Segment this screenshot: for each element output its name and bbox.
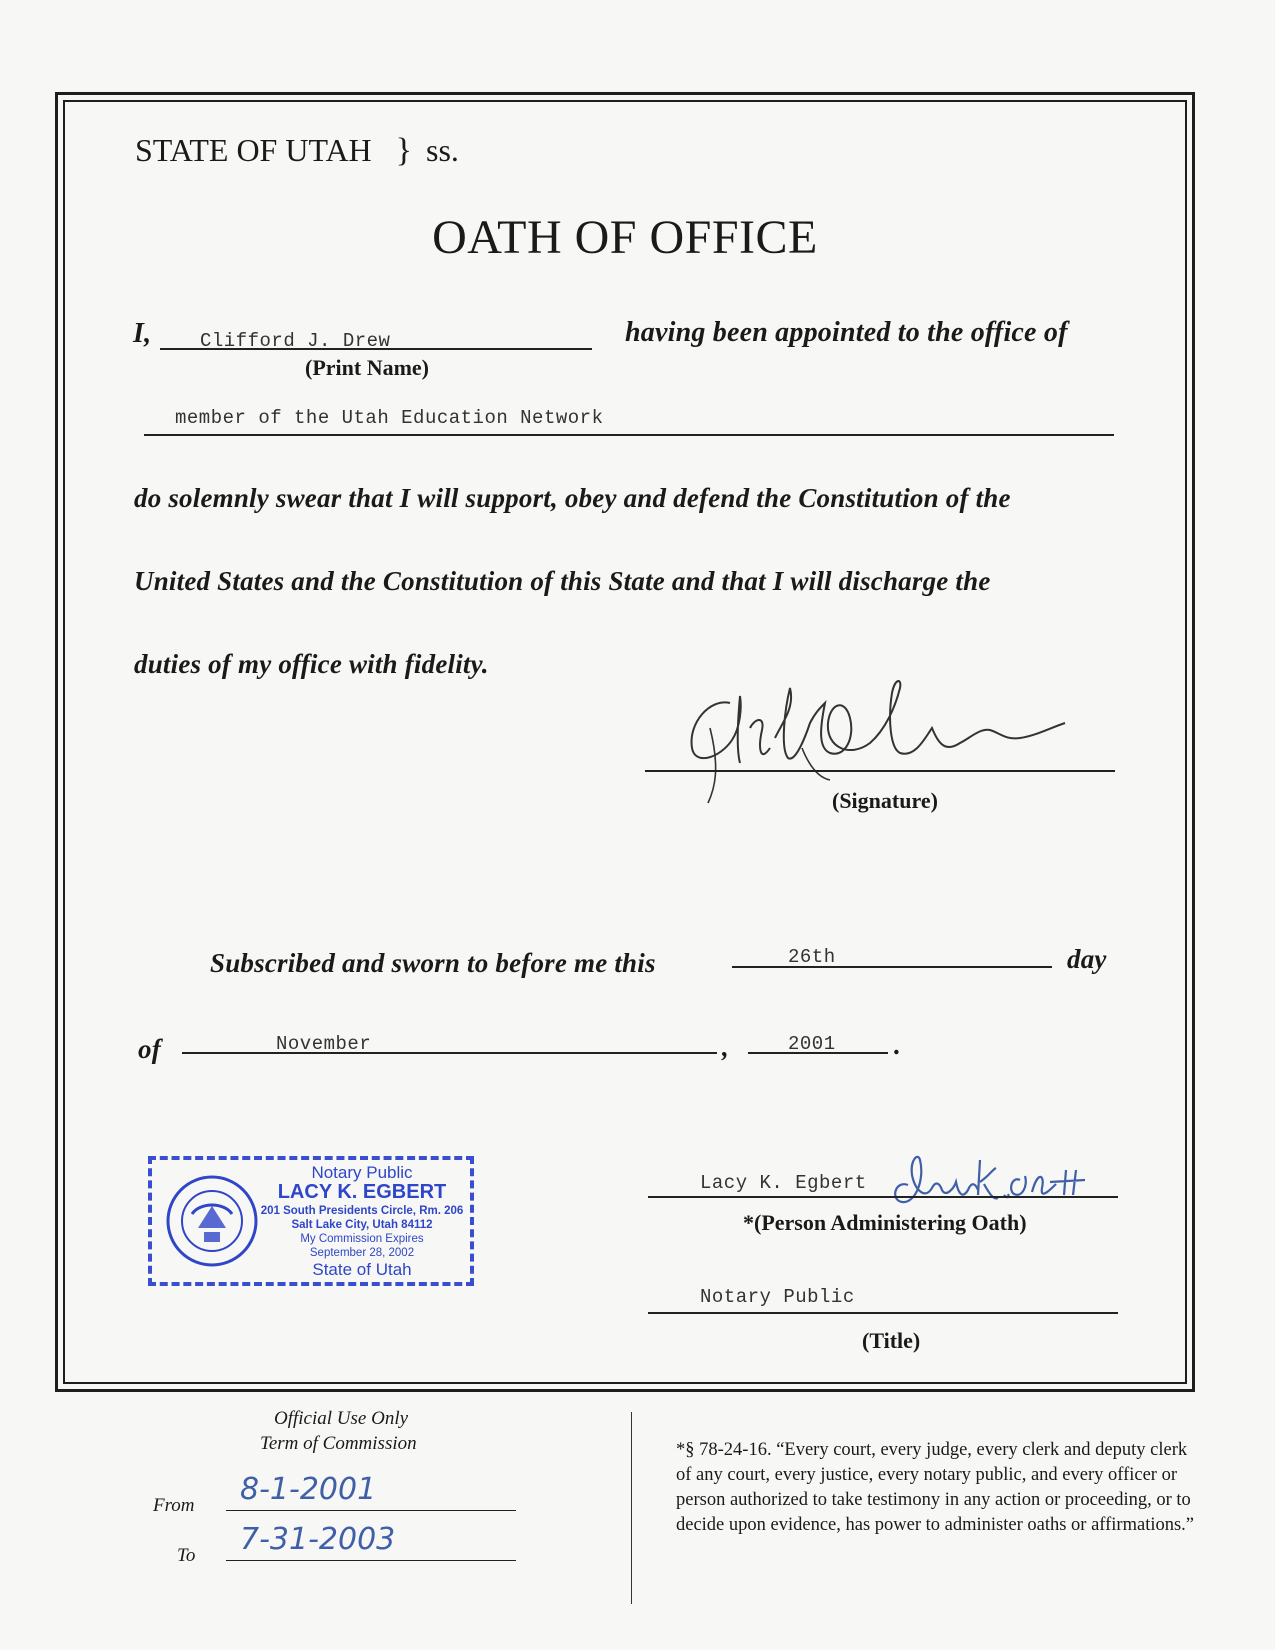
year-period: . (894, 1030, 901, 1060)
year-line (748, 1052, 888, 1054)
stamp-line-2: LACY K. EGBERT (277, 1181, 447, 1203)
day-line (732, 966, 1052, 968)
from-date-value: 8-1-2001 (240, 1472, 377, 1507)
notary-stamp (148, 1156, 474, 1286)
stamp-line-1: Notary Public (311, 1163, 413, 1182)
signature-line (645, 770, 1115, 772)
day-word: day (1067, 944, 1107, 974)
document-title: OATH OF OFFICE (432, 211, 818, 264)
to-label: To (177, 1545, 196, 1566)
administrator-signature (880, 1140, 1090, 1212)
print-name-value: Clifford J. Drew (200, 330, 391, 352)
statute-text: *§ 78-24-16. “Every court, every judge, every clerk and deputy clerk of any court, every justice, every notary public, and every officer or person authorized to take testimony in any action or proceeding, or to decide upon evidence, has power to administer oaths or affirmations.” (676, 1440, 1195, 1535)
to-line (226, 1560, 516, 1561)
administrator-line (648, 1196, 1118, 1198)
ss-label: ss. (425, 132, 459, 168)
oath-taker-signature (670, 668, 1090, 808)
oath-text-line-2: United States and the Constitution of this State and that I will discharge the (134, 566, 991, 596)
oath-text-line-3: duties of my office with fidelity. (134, 649, 489, 679)
title-line (648, 1312, 1118, 1314)
official-use-heading: Official Use Only (274, 1408, 409, 1429)
stamp-line-6: September 28, 2002 (309, 1247, 415, 1259)
office-line (144, 434, 1114, 436)
of-word: of (138, 1034, 161, 1064)
pronoun-i: I, (133, 318, 152, 349)
stamp-line-4: Salt Lake City, Utah 84112 (291, 1219, 433, 1231)
year-value: 2001 (788, 1033, 836, 1055)
stamp-line-3: 201 South Presidents Circle, Rm. 206 (260, 1205, 464, 1217)
term-heading: Term of Commission (260, 1433, 417, 1454)
sworn-prefix: Subscribed and sworn to before me this (210, 948, 656, 978)
print-name-line (160, 348, 592, 350)
venue-header (135, 132, 459, 170)
from-line (226, 1510, 516, 1511)
title-value: Notary Public (700, 1286, 855, 1308)
oath-text-line-1: do solemnly swear that I will support, obey and defend the Constitution of the (134, 483, 1011, 513)
state-seal-icon (162, 1166, 262, 1276)
stamp-line-5: My Commission Expires (300, 1233, 424, 1245)
signature-caption: (Signature) (832, 788, 938, 813)
print-name-caption: (Print Name) (305, 355, 430, 380)
footer-divider (631, 1412, 632, 1604)
stamp-line-7: State of Utah (312, 1260, 412, 1279)
day-value: 26th (788, 946, 836, 968)
administrator-caption: *(Person Administering Oath) (743, 1210, 1027, 1235)
from-label: From (153, 1495, 195, 1516)
month-comma: , (722, 1032, 729, 1062)
month-line (182, 1052, 717, 1054)
title-caption: (Title) (862, 1328, 921, 1353)
appointed-text: having been appointed to the office of (625, 317, 1068, 348)
month-value: November (276, 1033, 372, 1055)
brace: } (395, 132, 412, 169)
administrator-name-value: Lacy K. Egbert (700, 1172, 867, 1194)
to-date-value: 7-31-2003 (240, 1522, 396, 1557)
state-label: STATE OF UTAH (135, 132, 372, 168)
office-value: member of the Utah Education Network (175, 407, 604, 429)
